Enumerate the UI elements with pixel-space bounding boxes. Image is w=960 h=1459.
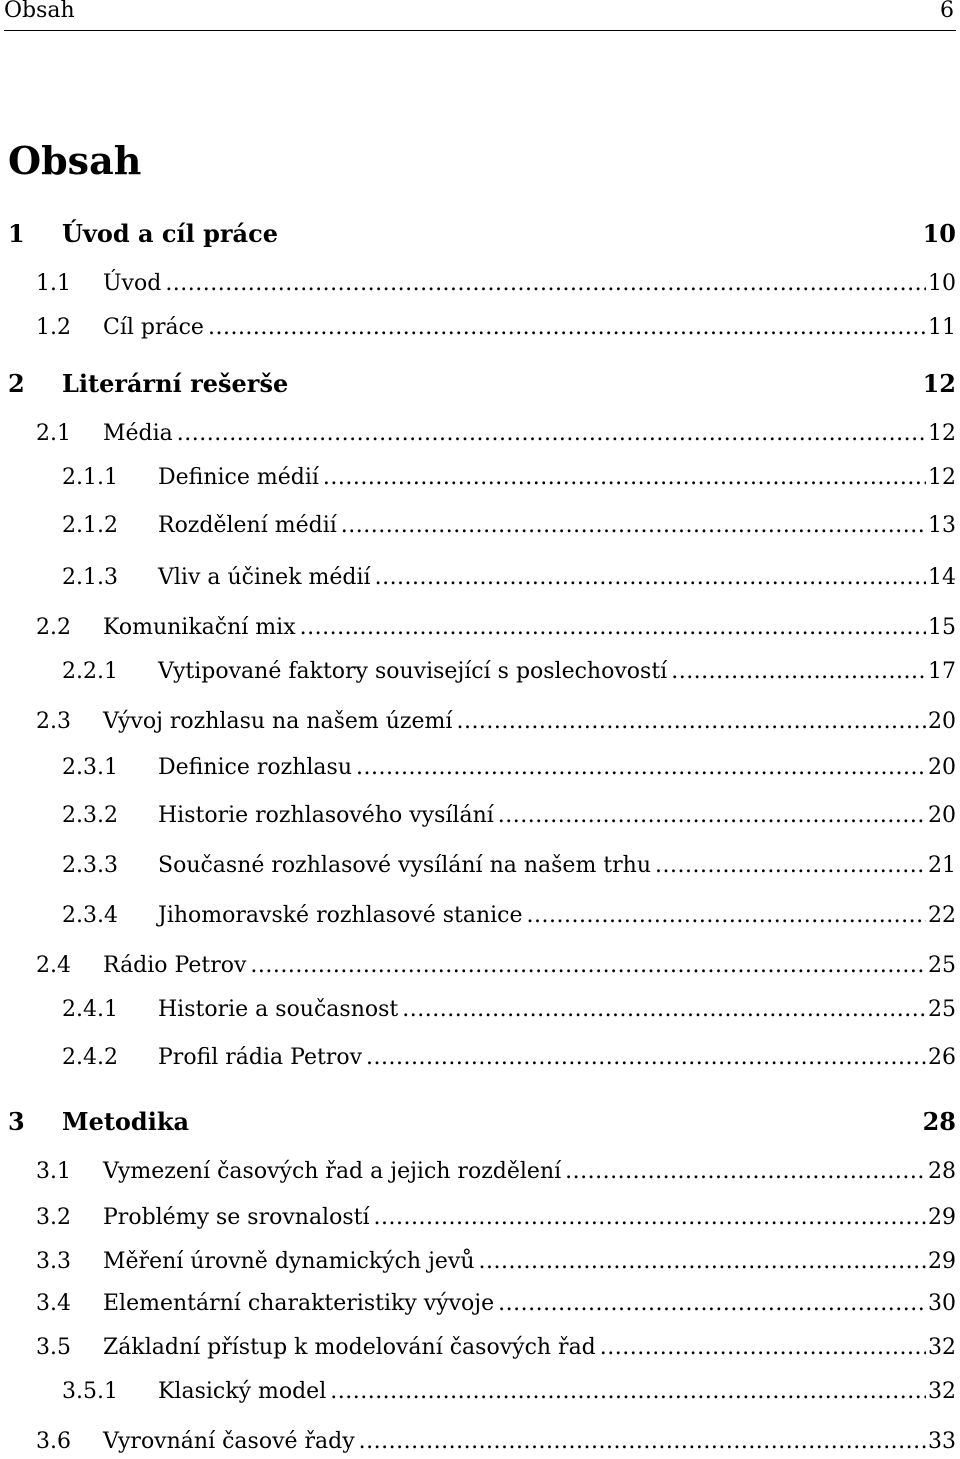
toc-entry-body: [158, 799, 956, 833]
toc-entry[interactable]: [0, 655, 960, 689]
toc-entry-page: 25: [928, 953, 956, 978]
toc-entry-label: Základní přístup k modelování časových řad: [103, 1335, 596, 1360]
toc-entry-page: 20: [928, 709, 956, 734]
toc-entry-page: 28: [922, 1107, 956, 1136]
toc-leader-dots: [250, 949, 926, 983]
toc-entry[interactable]: [0, 1331, 960, 1365]
toc-entry-page: 28: [928, 1159, 956, 1184]
toc-entry-label: Klasický model: [158, 1379, 327, 1404]
toc-entry-number: 1.1: [36, 271, 71, 296]
toc-leader-dots: [323, 461, 926, 495]
toc-leader-dots: [671, 655, 926, 689]
toc-leader-dots: [600, 1331, 926, 1365]
toc-leader-dots: [356, 751, 926, 785]
toc-entry-body: [158, 1375, 956, 1409]
toc-entry-body: [158, 849, 956, 883]
toc-entry-body: [62, 1105, 956, 1139]
toc-entry-number: 1.2: [36, 315, 71, 340]
toc-entry[interactable]: [0, 849, 960, 883]
toc-entry-body: [62, 367, 956, 401]
toc-entry-label: Vývoj rozhlasu na našem území: [103, 709, 453, 734]
toc-leader-dots: [498, 799, 926, 833]
toc-entry[interactable]: [0, 267, 960, 301]
toc-entry-number: 1: [8, 219, 25, 248]
toc-leader-dots: [374, 1201, 926, 1235]
toc-entry-number: 2.4: [36, 953, 71, 978]
toc-entry-body: [62, 217, 956, 251]
toc-entry-body: [158, 993, 956, 1027]
toc-entry-page: 32: [928, 1335, 956, 1360]
toc-entry-number: 3.1: [36, 1159, 71, 1184]
toc-entry-body: [158, 1041, 956, 1075]
toc-entry[interactable]: [0, 561, 960, 595]
toc-entry-page: 25: [928, 997, 956, 1022]
toc-entry-label: Cíl práce: [103, 315, 204, 340]
toc-entry-number: 2.3.1: [62, 755, 118, 780]
toc-entry-number: 2.2: [36, 615, 71, 640]
toc-entry-label: Vymezení časových řad a jejich rozdělení: [103, 1159, 562, 1184]
toc-entry[interactable]: [0, 993, 960, 1027]
toc-entry-body: [103, 267, 956, 301]
toc-entry[interactable]: [0, 217, 960, 251]
toc-entry[interactable]: [0, 1201, 960, 1235]
toc-entry-label: Rádio Petrov: [103, 953, 247, 978]
toc-entry-label: Rozdělení médií: [158, 513, 337, 538]
toc-entry-page: 29: [928, 1249, 956, 1274]
toc-entry[interactable]: [0, 461, 960, 495]
toc-leader-dots: [341, 509, 926, 543]
page-title: Obsah: [8, 138, 142, 183]
toc-entry-page: 20: [928, 755, 956, 780]
toc-entry-label: Historie a současnost: [158, 997, 399, 1022]
toc-entry-body: [103, 417, 956, 451]
toc-entry-label: Literární rešerše: [62, 369, 289, 398]
toc-entry-number: 2.2.1: [62, 659, 118, 684]
toc-entry-label: Definice médií: [158, 465, 319, 490]
toc-entry-page: 15: [928, 615, 956, 640]
toc-leader-dots: [498, 1287, 926, 1321]
toc-entry[interactable]: [0, 1287, 960, 1321]
toc-entry[interactable]: [0, 751, 960, 785]
toc-entry-body: [158, 561, 956, 595]
toc-entry-page: 10: [922, 219, 956, 248]
toc-entry-body: [158, 751, 956, 785]
toc-entry[interactable]: [0, 611, 960, 645]
toc-entry-label: Úvod a cíl práce: [62, 219, 278, 248]
header-section-title: Obsah: [4, 0, 75, 23]
toc-entry-label: Vyrovnání časové řady: [103, 1429, 355, 1454]
toc-entry[interactable]: [0, 705, 960, 739]
toc-entry[interactable]: [0, 417, 960, 451]
toc-entry-number: 2.4.2: [62, 1045, 118, 1070]
toc-leader-dots: [375, 561, 926, 595]
toc-entry-page: 33: [928, 1429, 956, 1454]
toc-entry-page: 21: [928, 853, 956, 878]
toc-entry-page: 29: [928, 1205, 956, 1230]
toc-entry-label: Metodika: [62, 1107, 190, 1136]
toc-entry-number: 2.4.1: [62, 997, 118, 1022]
toc-entry-number: 3.2: [36, 1205, 71, 1230]
toc-entry-label: Jihomoravské rozhlasové stanice: [158, 903, 523, 928]
toc-entry-number: 3.4: [36, 1291, 71, 1316]
toc-entry-number: 3: [8, 1107, 25, 1136]
toc-entry-page: 20: [928, 803, 956, 828]
toc-entry-label: Komunikační mix: [103, 615, 296, 640]
toc-entry-page: 14: [928, 565, 956, 590]
toc-entry[interactable]: [0, 509, 960, 543]
toc-entry-number: 2.1: [36, 421, 71, 446]
toc-entry-label: Problémy se srovnalostí: [103, 1205, 370, 1230]
toc-entry-label: Definice rozhlasu: [158, 755, 353, 780]
toc-leader-dots: [366, 1041, 926, 1075]
toc-entry[interactable]: [0, 1375, 960, 1409]
toc-entry-page: 13: [928, 513, 956, 538]
toc-leader-dots: [565, 1155, 926, 1189]
toc-entry-number: 3.5: [36, 1335, 71, 1360]
toc-leader-dots: [208, 311, 926, 345]
toc-leader-dots: [330, 1375, 926, 1409]
toc-entry-label: Úvod: [103, 271, 162, 296]
toc-entry-page: 10: [928, 271, 956, 296]
toc-entry-body: [158, 461, 956, 495]
toc-entry-number: 3.5.1: [62, 1379, 118, 1404]
toc-leader-dots: [165, 267, 926, 301]
toc-entry[interactable]: [0, 799, 960, 833]
toc-entry-body: [103, 1287, 956, 1321]
toc-entry-page: 26: [928, 1045, 956, 1070]
toc-entry[interactable]: [0, 1425, 960, 1459]
toc-entry-number: 2.3: [36, 709, 71, 734]
toc-entry-label: Vliv a účinek médií: [158, 565, 371, 590]
toc-entry-body: [158, 509, 956, 543]
toc-leader-dots: [402, 993, 926, 1027]
toc-entry-label: Vytipované faktory související s poslechovostí: [158, 659, 668, 684]
toc-entry[interactable]: [0, 1155, 960, 1189]
header-page-number: 6: [940, 0, 954, 23]
toc-entry[interactable]: [0, 899, 960, 933]
toc-entry[interactable]: [0, 1105, 960, 1139]
toc-entry-label: Měření úrovně dynamických jevů: [103, 1249, 475, 1274]
toc-entry-number: 2: [8, 369, 25, 398]
toc-entry-body: [103, 705, 956, 739]
toc-entry-body: [103, 611, 956, 645]
toc-entry-page: 22: [928, 903, 956, 928]
toc-leader-dots: [456, 705, 926, 739]
toc-entry-body: [103, 949, 956, 983]
toc-entry-number: 3.3: [36, 1249, 71, 1274]
toc-entry-body: [103, 1245, 956, 1279]
toc-entry-number: 2.3.4: [62, 903, 118, 928]
toc-leader-dots: [177, 417, 926, 451]
toc-entry-page: 12: [928, 465, 956, 490]
toc-entry[interactable]: [0, 949, 960, 983]
toc-entry-body: [103, 1201, 956, 1235]
toc-entry-body: [158, 899, 956, 933]
toc-entry-number: 2.1.1: [62, 465, 118, 490]
toc-entry[interactable]: [0, 1041, 960, 1075]
toc-entry-number: 2.3.3: [62, 853, 118, 878]
toc-entry-body: [103, 1155, 956, 1189]
toc-entry-number: 2.3.2: [62, 803, 118, 828]
toc-entry-label: Elementární charakteristiky vývoje: [103, 1291, 495, 1316]
toc-entry-label: Média: [103, 421, 173, 446]
toc-entry-page: 12: [928, 421, 956, 446]
toc-entry-body: [103, 1425, 956, 1459]
toc-entry[interactable]: [0, 1245, 960, 1279]
toc-leader-dots: [359, 1425, 926, 1459]
toc-leader-dots: [479, 1245, 926, 1279]
toc-entry[interactable]: [0, 367, 960, 401]
toc-entry-body: [158, 655, 956, 689]
toc-entry-page: 17: [928, 659, 956, 684]
toc-entry-page: 30: [928, 1291, 956, 1316]
toc-leader-dots: [300, 611, 926, 645]
toc-entry-label: Historie rozhlasového vysílání: [158, 803, 494, 828]
toc-entry-label: Současné rozhlasové vysílání na našem trhu: [158, 853, 652, 878]
toc-leader-dots: [527, 899, 926, 933]
toc-entry-number: 2.1.3: [62, 565, 118, 590]
toc-entry-body: [103, 311, 956, 345]
toc-entry[interactable]: [0, 311, 960, 345]
toc-entry-page: 11: [928, 315, 956, 340]
toc-leader-dots: [655, 849, 926, 883]
toc-entry-body: [103, 1331, 956, 1365]
toc-entry-page: 12: [922, 369, 956, 398]
toc-entry-page: 32: [928, 1379, 956, 1404]
toc-entry-number: 2.1.2: [62, 513, 118, 538]
toc-entry-label: Profil rádia Petrov: [158, 1045, 362, 1070]
toc-entry-number: 3.6: [36, 1429, 71, 1454]
